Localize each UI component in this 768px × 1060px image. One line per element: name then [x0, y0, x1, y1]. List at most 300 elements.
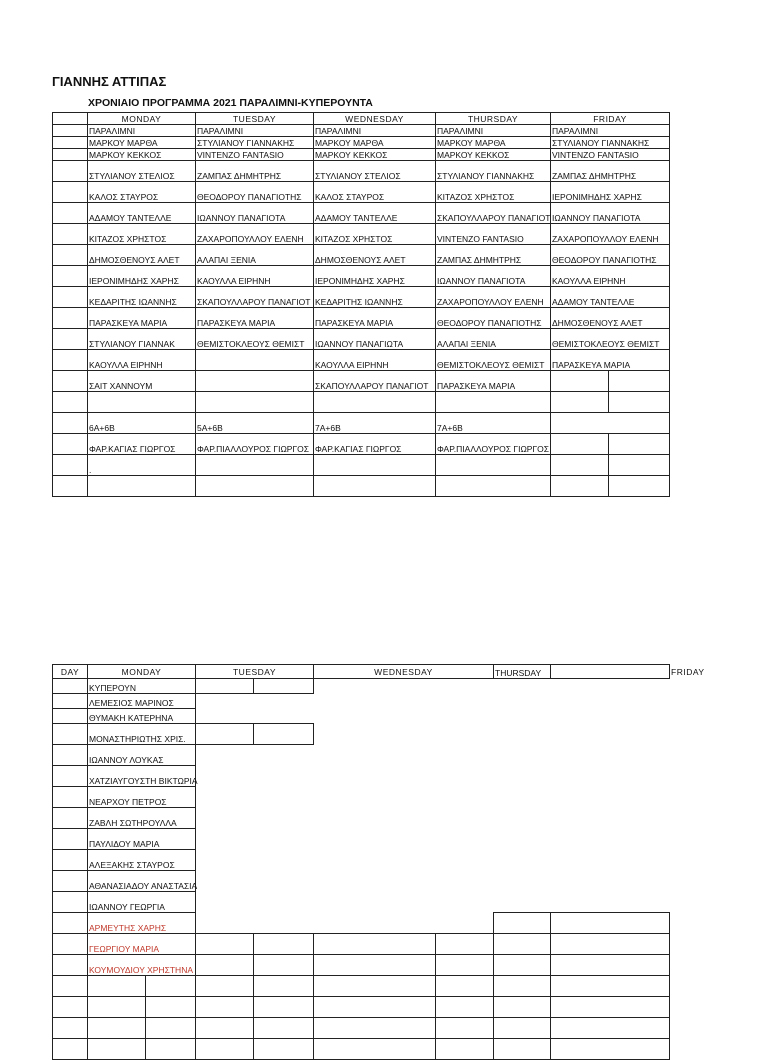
thursday-cell — [551, 997, 670, 1018]
thursday-cell — [494, 724, 551, 745]
thursday-cell — [494, 829, 551, 850]
row-label-cell — [53, 161, 88, 182]
thursday-cell — [551, 1039, 670, 1060]
table-row — [53, 182, 670, 203]
schedule-cell: ΑΔΑΜΟΥ ΤΑΝΤΕΛΛΕ — [88, 203, 196, 224]
schedule-cell: ΙΩΑΝΝΟΥ ΠΑΝΑΓΙΩΤΑ — [314, 329, 436, 350]
row-label-cell — [53, 329, 88, 350]
student-cell — [88, 1018, 146, 1039]
schedule-cell-extra — [609, 392, 670, 413]
schedule-cell: ΚΙΤΑΖΟΣ ΧΡΗΣΤΟΣ — [436, 182, 551, 203]
tuesday-cell — [196, 694, 254, 709]
wednesday-cell — [314, 724, 436, 745]
day-cell — [53, 694, 88, 709]
table-row — [53, 245, 670, 266]
schedule-cell: ΑΔΑΜΟΥ ΤΑΝΤΕΛΛΕ — [551, 287, 670, 308]
student-cell: ΓΕΩΡΓΙΟΥ ΜΑΡΙΑ — [88, 934, 196, 955]
schedule-cell: . — [88, 455, 196, 476]
wednesday-cell — [436, 787, 494, 808]
student-cell: ΘΥΜΑΚΗ ΚΑΤΕΡΗΝΑ — [88, 709, 196, 724]
tuesday-cell — [196, 829, 254, 850]
schedule-cell: ΚΑΛΟΣ ΣΤΑΥΡΟΣ — [314, 182, 436, 203]
row-label-cell — [53, 203, 88, 224]
student-cell: ΝΕΑΡΧΟΥ ΠΕΤΡΟΣ — [88, 787, 196, 808]
tuesday-cell — [196, 892, 254, 913]
wednesday-cell — [436, 997, 494, 1018]
day-header-thursday: THURSDAY — [436, 113, 551, 125]
tuesday-cell — [196, 850, 254, 871]
schedule-cell: ΚΑΟΥΛΛΑ ΕΙΡΗΝΗ — [88, 350, 196, 371]
wednesday-cell — [436, 913, 494, 934]
table-row — [53, 766, 670, 787]
tuesday-cell — [196, 1039, 254, 1060]
day-header-friday: FRIDAY — [551, 113, 670, 125]
student-cell — [88, 1039, 146, 1060]
table-row — [53, 266, 670, 287]
thursday-cell — [494, 1018, 551, 1039]
schedule-cell: ΠΑΡΑΣΚΕΥΑ ΜΑΡΙΑ — [88, 308, 196, 329]
tuesday-cell — [254, 892, 314, 913]
schedule-cell: ΠΑΡΑΛΙΜΝΙ — [436, 125, 551, 137]
row-label-cell — [53, 392, 88, 413]
wednesday-cell — [314, 829, 436, 850]
wednesday-cell — [314, 1018, 436, 1039]
thursday-cell — [551, 913, 670, 934]
thursday-cell — [551, 808, 670, 829]
thursday-cell — [494, 976, 551, 997]
schedule-cell: ΙΕΡΟΝΙΜΗΔΗΣ ΧΑΡΗΣ — [314, 266, 436, 287]
schedule-cell: ΚΑΟΥΛΛΑ ΕΙΡΗΝΗ — [314, 350, 436, 371]
tuesday-cell — [196, 1018, 254, 1039]
thursday-cell — [551, 709, 670, 724]
wednesday-cell — [436, 1018, 494, 1039]
schedule-cell: ΣΚΑΠΟΥΛΛΑΡΟΥ ΠΑΝΑΓΙΟΤ — [436, 203, 551, 224]
tuesday-cell — [254, 850, 314, 871]
table-row — [53, 913, 670, 934]
row-label-cell — [53, 245, 88, 266]
student-cell: ΧΑΤΖΙΑΥΓΟΥΣΤΗ ΒΙΚΤΩΡΙΑ — [88, 766, 196, 787]
table-row — [53, 308, 670, 329]
schedule-cell: ΚΑΟΥΛΛΑ ΕΙΡΗΝΗ — [551, 266, 670, 287]
thursday-cell — [551, 679, 670, 694]
row-label-cell — [53, 413, 88, 434]
day-cell — [53, 745, 88, 766]
schedule-cell: ΜΑΡΚΟΥ ΚΕΚΚΟΣ — [314, 149, 436, 161]
student-cell: ΑΡΜΕΥΤΗΣ ΧΑΡΗΣ — [88, 913, 196, 934]
wednesday-cell — [436, 679, 494, 694]
wednesday-cell — [436, 829, 494, 850]
schedule-table-kyperounta — [52, 664, 705, 1060]
schedule-cell: ΠΑΡΑΛΙΜΝΙ — [88, 125, 196, 137]
thursday-cell — [551, 1018, 670, 1039]
row-label-cell — [53, 266, 88, 287]
thursday-cell — [494, 1039, 551, 1060]
table-row — [53, 892, 670, 913]
schedule-cell: 7Α+6Β — [314, 413, 436, 434]
schedule-cell: ΣΚΑΠΟΥΛΛΑΡΟΥ ΠΑΝΑΓΙΟΤ — [314, 371, 436, 392]
thursday-cell — [551, 694, 670, 709]
schedule-cell: ΘΕΜΙΣΤΟΚΛΕΟΥΣ ΘΕΜΙΣΤ — [436, 350, 551, 371]
wednesday-cell — [436, 808, 494, 829]
schedule-cell: ΘΕΟΔΟΡΟΥ ΠΑΝΑΓΙΟΤΗΣ — [436, 308, 551, 329]
schedule-cell: ΣΤΥΛΙΑΝΟΥ ΓΙΑΝΝΑΚΗΣ — [436, 161, 551, 182]
student-cell — [88, 997, 146, 1018]
wednesday-cell — [436, 934, 494, 955]
thursday-cell — [551, 892, 670, 913]
schedule-cell — [196, 476, 314, 497]
tuesday-cell — [254, 724, 314, 745]
schedule-cell: ΖΑΧΑΡΟΠΟΥΛΛΟΥ ΕΛΕΝΗ — [551, 224, 670, 245]
day-cell — [53, 787, 88, 808]
corner-cell — [53, 113, 88, 125]
schedule-cell-extra — [609, 434, 670, 455]
schedule-cell: ΚΕΔΑΡΙΤΗΣ ΙΩΑΝΝΗΣ — [88, 287, 196, 308]
tuesday-cell — [196, 808, 254, 829]
tuesday-cell — [254, 694, 314, 709]
wednesday-cell — [314, 787, 436, 808]
table-row — [53, 1018, 670, 1039]
schedule-cell: ΖΑΧΑΡΟΠΟΥΛΛΟΥ ΕΛΕΝΗ — [196, 224, 314, 245]
schedule-cell: ΣΤΥΛΙΑΝΟΥ ΓΙΑΝΝΑΚΗΣ — [551, 137, 670, 149]
schedule-cell: ΚΕΔΑΡΙΤΗΣ ΙΩΑΝΝΗΣ — [314, 287, 436, 308]
thursday-cell — [551, 955, 670, 976]
schedule-cell: ΣΤΥΛΙΑΝΟΥ ΣΤΕΛΙΟΣ — [314, 161, 436, 182]
tuesday-cell — [254, 679, 314, 694]
wednesday-cell — [314, 871, 436, 892]
schedule-cell — [88, 476, 196, 497]
tuesday-cell — [254, 829, 314, 850]
wednesday-cell — [436, 724, 494, 745]
student-cell: ΑΘΑΝΑΣΙΑΔΟΥ ΑΝΑΣΤΑΣΙΑ — [88, 871, 196, 892]
schedule-cell: ΙΕΡΟΝΙΜΗΔΗΣ ΧΑΡΗΣ — [551, 182, 670, 203]
schedule-cell: ΘΕΟΔΟΡΟΥ ΠΑΝΑΓΙΟΤΗΣ — [551, 245, 670, 266]
wednesday-cell — [314, 955, 436, 976]
wednesday-cell — [436, 766, 494, 787]
tuesday-cell — [196, 934, 254, 955]
day-header-monday: MONDAY — [88, 113, 196, 125]
thursday-cell — [551, 829, 670, 850]
thursday-cell — [494, 745, 551, 766]
wednesday-cell — [314, 997, 436, 1018]
table-row — [53, 694, 670, 709]
table-row — [53, 287, 670, 308]
schedule-cell: ΙΩΑΝΝΟΥ ΠΑΝΑΓΙΟΤΑ — [436, 266, 551, 287]
schedule-cell: ΦΑΡ.ΚΑΓΙΑΣ ΓΙΩΡΓΟΣ — [88, 434, 196, 455]
tuesday-cell — [254, 955, 314, 976]
student-cell: ΑΛΕΞΑΚΗΣ ΣΤΑΥΡΟΣ — [88, 850, 196, 871]
tuesday-cell — [196, 745, 254, 766]
tuesday-cell — [254, 1018, 314, 1039]
schedule-cell — [314, 476, 436, 497]
student-cell: ΚΥΠΕΡΟΥΝ — [88, 679, 196, 694]
schedule-cell — [196, 371, 314, 392]
schedule-cell-extra — [609, 476, 670, 497]
wednesday-cell — [314, 679, 436, 694]
table-row — [53, 724, 670, 745]
schedule-cell: ΠΑΡΑΛΙΜΝΙ — [196, 125, 314, 137]
schedule-cell: 5Α+6Β — [196, 413, 314, 434]
thursday-cell — [494, 934, 551, 955]
wednesday-cell — [314, 976, 436, 997]
tuesday-cell — [254, 1039, 314, 1060]
table-row — [53, 137, 670, 149]
thursday-cell — [494, 766, 551, 787]
schedule-cell — [196, 455, 314, 476]
table-row — [53, 955, 670, 976]
thursday-cell — [551, 724, 670, 745]
wednesday-cell — [436, 1039, 494, 1060]
wednesday-cell — [436, 976, 494, 997]
thursday-cell — [494, 694, 551, 709]
schedule-cell: ΣΤΥΛΙΑΝΟΥ ΣΤΕΛΙΟΣ — [88, 161, 196, 182]
schedule-cell: ΑΔΑΜΟΥ ΤΑΝΤΕΛΛΕ — [314, 203, 436, 224]
row-label-cell — [53, 308, 88, 329]
student-cell — [146, 1039, 196, 1060]
schedule-cell: ΜΑΡΚΟΥ ΜΑΡΘΑ — [88, 137, 196, 149]
schedule-cell: ΦΑΡ.ΠΙΑΛΛΟΥΡΟΣ ΓΙΩΡΓΟΣ — [196, 434, 314, 455]
empty-header-cell — [551, 665, 670, 679]
tuesday-cell — [196, 766, 254, 787]
schedule-subtitle: ΧΡΟΝΙΑΙΟ ΠΡΟΓΡΑΜΜΑ 2021 ΠΑΡΑΛΙΜΝΙ-ΚΥΠΕΡΟΥΝΤΑ — [88, 97, 373, 109]
schedule-cell-extra — [609, 371, 670, 392]
schedule-cell: ΠΑΡΑΛΙΜΝΙ — [551, 125, 670, 137]
schedule-cell — [196, 350, 314, 371]
tuesday-cell — [196, 871, 254, 892]
schedule-cell: ΔΗΜΟΣΘΕΝΟΥΣ ΑΛΕΤ — [314, 245, 436, 266]
wednesday-cell — [436, 745, 494, 766]
wednesday-cell — [314, 766, 436, 787]
table-row — [53, 350, 670, 371]
schedule-cell: ΠΑΡΑΣΚΕΥΑ ΜΑΡΙΑ — [314, 308, 436, 329]
table-row — [53, 455, 670, 476]
table-row — [53, 476, 670, 497]
row-label-cell — [53, 224, 88, 245]
schedule-cell — [551, 455, 609, 476]
schedule-cell — [88, 392, 196, 413]
tuesday-cell — [196, 955, 254, 976]
table-row — [53, 829, 670, 850]
schedule-cell: ΖΑΜΠΑΣ ΔΗΜΗΤΡΗΣ — [436, 245, 551, 266]
header-row — [53, 113, 670, 125]
schedule-cell — [551, 476, 609, 497]
table-row — [53, 934, 670, 955]
thursday-cell — [551, 787, 670, 808]
table-row — [53, 161, 670, 182]
wednesday-cell — [314, 694, 436, 709]
thursday-cell — [494, 709, 551, 724]
day-header-monday: MONDAY — [88, 665, 196, 679]
row-label-cell — [53, 371, 88, 392]
schedule-cell — [551, 413, 670, 434]
tuesday-cell — [254, 766, 314, 787]
schedule-cell: ΔΗΜΟΣΘΕΝΟΥΣ ΑΛΕΤ — [88, 245, 196, 266]
wednesday-cell — [436, 892, 494, 913]
tuesday-cell — [254, 709, 314, 724]
thursday-cell — [494, 997, 551, 1018]
day-header-wednesday: WEDNESDAY — [314, 665, 494, 679]
tuesday-cell — [254, 745, 314, 766]
schedule-cell: ΦΑΡ.ΚΑΓΙΑΣ ΓΙΩΡΓΟΣ — [314, 434, 436, 455]
schedule-cell: ΜΑΡΚΟΥ ΚΕΚΚΟΣ — [436, 149, 551, 161]
table-row — [53, 149, 670, 161]
table-row — [53, 871, 670, 892]
schedule-table-paralimni — [52, 112, 670, 497]
schedule-cell: ΜΑΡΚΟΥ ΜΑΡΘΑ — [314, 137, 436, 149]
day-label-header: DAY — [53, 665, 88, 679]
student-cell: ΙΩΑΝΝΟΥ ΛΟΥΚΑΣ — [88, 745, 196, 766]
schedule-cell: ΣΚΑΠΟΥΛΛΑΡΟΥ ΠΑΝΑΓΙΟΤ — [196, 287, 314, 308]
schedule-cell — [551, 392, 609, 413]
student-cell: ΙΩΑΝΝΟΥ ΓΕΩΡΓΙΑ — [88, 892, 196, 913]
table-row — [53, 976, 670, 997]
row-label-cell — [53, 434, 88, 455]
schedule-cell: VINTENZO FANTASIO — [196, 149, 314, 161]
schedule-cell — [196, 392, 314, 413]
student-cell: ΠΑΥΛΙΔΟΥ ΜΑΡΙΑ — [88, 829, 196, 850]
day-cell — [53, 829, 88, 850]
table-row — [53, 745, 670, 766]
wednesday-cell — [436, 871, 494, 892]
table-row — [53, 203, 670, 224]
student-cell: ΛΕΜΕΣΙΟΣ ΜΑΡΙΝΟΣ — [88, 694, 196, 709]
tuesday-cell — [196, 679, 254, 694]
day-cell — [53, 976, 88, 997]
wednesday-cell — [314, 1039, 436, 1060]
schedule-cell: 7Α+6Β — [436, 413, 551, 434]
schedule-cell: ΖΑΜΠΑΣ ΔΗΜΗΤΡΗΣ — [196, 161, 314, 182]
row-label-cell — [53, 287, 88, 308]
student-cell — [146, 997, 196, 1018]
schedule-cell: ΙΕΡΟΝΙΜΗΔΗΣ ΧΑΡΗΣ — [88, 266, 196, 287]
tuesday-cell — [196, 709, 254, 724]
schedule-cell: ΙΩΑΝΝΟΥ ΠΑΝΑΓΙΟΤΑ — [196, 203, 314, 224]
schedule-cell: ΣΤΥΛΙΑΝΟΥ ΓΙΑΝΝΑΚΗΣ — [196, 137, 314, 149]
row-label-cell — [53, 350, 88, 371]
schedule-cell: VINTENZO FANTASIO — [551, 149, 670, 161]
thursday-cell — [551, 850, 670, 871]
row-label-cell — [53, 476, 88, 497]
schedule-cell: ΠΑΡΑΛΙΜΝΙ — [314, 125, 436, 137]
day-cell — [53, 709, 88, 724]
schedule-cell: ΚΑΟΥΛΛΑ ΕΙΡΗΝΗ — [196, 266, 314, 287]
wednesday-cell — [314, 892, 436, 913]
student-cell: ΜΟΝΑΣΤΗΡΙΩΤΗΣ ΧΡΙΣ. — [88, 724, 196, 745]
wednesday-cell — [314, 934, 436, 955]
day-cell — [53, 1039, 88, 1060]
day-cell — [53, 679, 88, 694]
wednesday-cell — [314, 808, 436, 829]
day-cell — [53, 1018, 88, 1039]
thursday-cell — [551, 976, 670, 997]
day-header-tuesday: TUESDAY — [196, 113, 314, 125]
wednesday-cell — [436, 709, 494, 724]
tuesday-cell — [196, 787, 254, 808]
wednesday-cell — [436, 955, 494, 976]
schedule-cell: ΘΕΜΙΣΤΟΚΛΕΟΥΣ ΘΕΜΙΣΤ — [551, 329, 670, 350]
schedule-cell: ΜΑΡΚΟΥ ΜΑΡΘΑ — [436, 137, 551, 149]
day-cell — [53, 808, 88, 829]
table-row — [53, 224, 670, 245]
schedule-cell — [436, 392, 551, 413]
wednesday-cell — [314, 745, 436, 766]
wednesday-cell — [314, 850, 436, 871]
header-row: DAY MONDAY TUESDAY WEDNESDAY THURSDAY FRIDAY — [53, 665, 670, 679]
table-row — [53, 850, 670, 871]
thursday-cell — [551, 871, 670, 892]
day-cell — [53, 892, 88, 913]
thursday-cell — [494, 892, 551, 913]
schedule-cell: ΠΑΡΑΣΚΕΥΑ ΜΑΡΙΑ — [551, 350, 670, 371]
schedule-cell: 6Α+6Β — [88, 413, 196, 434]
day-header-tuesday: TUESDAY — [196, 665, 314, 679]
schedule-cell: ΣΤΥΛΙΑΝΟΥ ΓΙΑΝΝΑΚ — [88, 329, 196, 350]
schedule-cell — [436, 476, 551, 497]
table-row — [53, 434, 670, 455]
tuesday-cell — [196, 913, 254, 934]
schedule-cell: ΦΑΡ.ΠΙΑΛΛΟΥΡΟΣ ΓΙΩΡΓΟΣ — [436, 434, 551, 455]
student-cell — [146, 976, 196, 997]
table-row — [53, 787, 670, 808]
row-label-cell — [53, 182, 88, 203]
table-row — [53, 413, 670, 434]
thursday-cell — [494, 871, 551, 892]
thursday-cell — [494, 808, 551, 829]
schedule-cell — [551, 434, 609, 455]
day-cell — [53, 850, 88, 871]
schedule-cell — [314, 455, 436, 476]
tuesday-cell — [254, 934, 314, 955]
thursday-cell — [494, 850, 551, 871]
student-cell — [88, 976, 146, 997]
thursday-cell — [494, 913, 551, 934]
tuesday-cell — [254, 997, 314, 1018]
table-row — [53, 808, 670, 829]
tuesday-cell — [196, 724, 254, 745]
tuesday-cell — [196, 976, 254, 997]
day-cell — [53, 724, 88, 745]
tuesday-cell — [254, 808, 314, 829]
table-row — [53, 1039, 670, 1060]
schedule-cell: ΚΑΛΟΣ ΣΤΑΥΡΟΣ — [88, 182, 196, 203]
schedule-cell: ΑΛΑΠΑΙ ΞΕΝΙΑ — [196, 245, 314, 266]
row-label-cell — [53, 455, 88, 476]
schedule-cell: ΘΕΟΔΟΡΟΥ ΠΑΝΑΓΙΟΤΗΣ — [196, 182, 314, 203]
schedule-cell: ΠΑΡΑΣΚΕΥΑ ΜΑΡΙΑ — [196, 308, 314, 329]
tuesday-cell — [254, 976, 314, 997]
row-label-cell — [53, 137, 88, 149]
schedule-cell — [314, 392, 436, 413]
schedule-cell: ΔΗΜΟΣΘΕΝΟΥΣ ΑΛΕΤ — [551, 308, 670, 329]
page-title: ΓΙΑΝΝΗΣ ΑΤΤΙΠΑΣ — [52, 74, 167, 89]
schedule-cell: ΚΙΤΑΖΟΣ ΧΡΗΣΤΟΣ — [88, 224, 196, 245]
table-row — [53, 997, 670, 1018]
row-label-cell — [53, 149, 88, 161]
student-cell: ΚΟΥΜΟΥΔΙΟΥ ΧΡΗΣΤΗΝΑ — [88, 955, 196, 976]
schedule-cell: ΑΛΑΠΑΙ ΞΕΝΙΑ — [436, 329, 551, 350]
student-cell — [146, 1018, 196, 1039]
table-row — [53, 329, 670, 350]
thursday-cell — [494, 787, 551, 808]
schedule-cell: ΠΑΡΑΣΚΕΥΑ ΜΑΡΙΑ — [436, 371, 551, 392]
thursday-cell — [551, 745, 670, 766]
thursday-cell — [494, 955, 551, 976]
row-label-cell — [53, 125, 88, 137]
table-row — [53, 709, 670, 724]
thursday-cell — [551, 934, 670, 955]
day-cell — [53, 871, 88, 892]
table-row — [53, 125, 670, 137]
schedule-cell: ΚΙΤΑΖΟΣ ΧΡΗΣΤΟΣ — [314, 224, 436, 245]
